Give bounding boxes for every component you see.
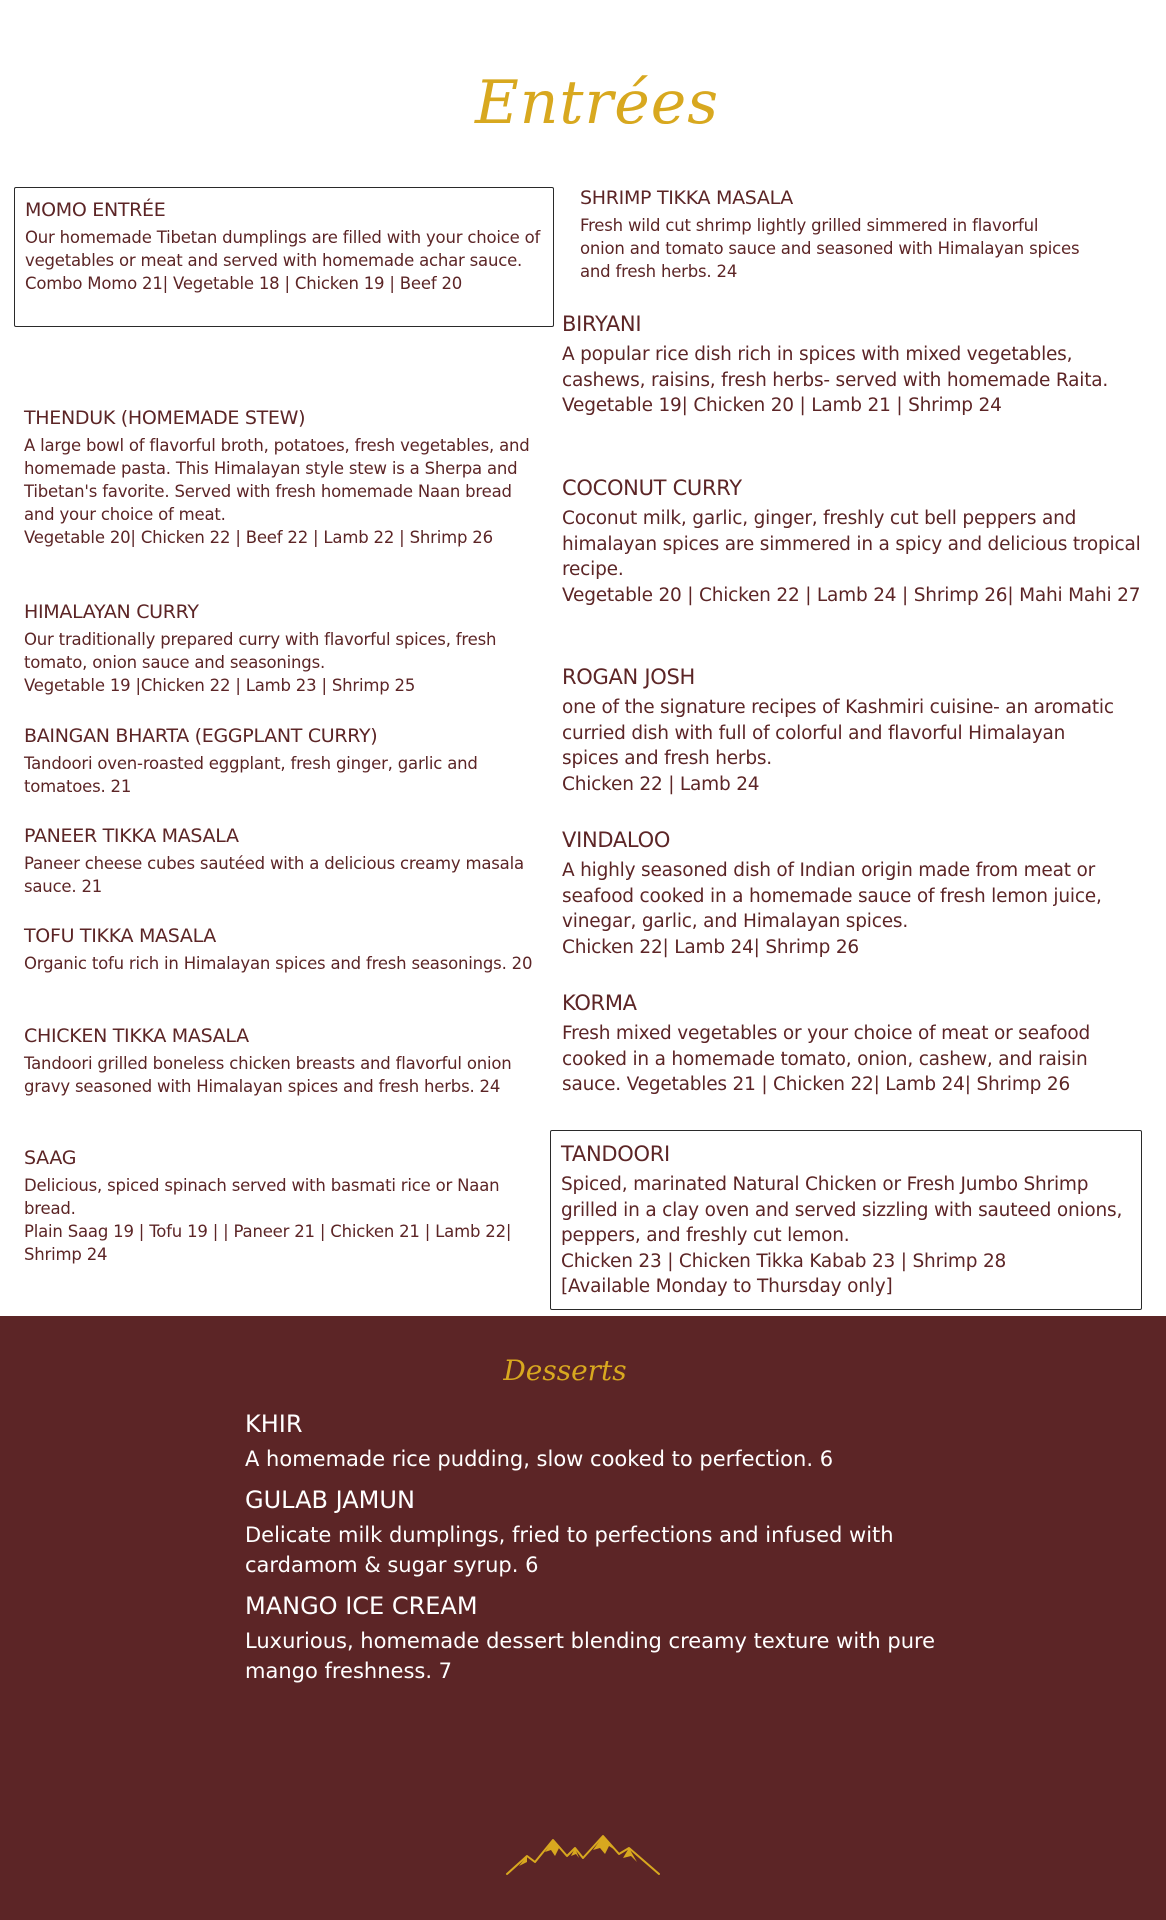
item-name: HIMALAYAN CURRY — [24, 601, 199, 623]
menu-item-paneer-tikka-masala — [24, 824, 524, 898]
item-desc: Delicious, spiced spinach served with basmati rice or Naan bread. — [24, 1176, 500, 1218]
dessert-desc: A homemade rice pudding, slow cooked to perfection. 6 — [245, 1447, 834, 1471]
menu-item-saag — [24, 1146, 544, 1266]
item-name: TOFU TIKKA MASALA — [24, 925, 216, 947]
item-price: Vegetable 19| Chicken 20 | Lamb 21 | Shrimp 24 — [562, 395, 1002, 416]
menu-item-biryani — [562, 310, 1132, 419]
item-name: VINDALOO — [562, 828, 671, 852]
menu-item-baingan-bharta — [24, 724, 494, 798]
item-name: CHICKEN TIKKA MASALA — [24, 1025, 249, 1047]
dessert-item-khir — [245, 1410, 1005, 1474]
item-price: Vegetable 20 | Chicken 22 | Lamb 24 | Shrimp 26| Mahi Mahi 27 — [562, 584, 1141, 606]
item-price: Plain Saag 19 | Tofu 19 | | Paneer 21 | Chicken 21 | Lamb 22| Shrimp 24 — [24, 1222, 512, 1264]
item-name: KORMA — [562, 991, 637, 1015]
item-desc: Spiced, marinated Natural Chicken or Fresh Jumbo Shrimp grilled in a clay oven and served sizzling with sauteed onions, peppers, and freshly cut lemon. — [561, 1174, 1123, 1246]
item-name: SHRIMP TIKKA MASALA — [580, 187, 793, 209]
dessert-desc: Delicate milk dumplings, fried to perfections and infused with cardamom & sugar syrup. 6 — [245, 1523, 894, 1577]
item-name: THENDUK (HOMEMADE STEW) — [24, 407, 306, 429]
item-price: Combo Momo 21| Vegetable 18 | Chicken 19 | Beef 20 — [25, 274, 463, 293]
dessert-name: KHIR — [245, 1410, 303, 1438]
menu-item-shrimp-tikka-masala — [580, 186, 1080, 283]
item-name: ROGAN JOSH — [562, 665, 695, 689]
item-desc: Our traditionally prepared curry with flavorful spices, fresh tomato, onion sauce and seasonings. — [24, 630, 497, 672]
dessert-item-gulab-jamun — [245, 1486, 945, 1580]
item-desc: Tandoori oven-roasted eggplant, fresh ginger, garlic and tomatoes. 21 — [24, 754, 478, 796]
item-name: COCONUT CURRY — [562, 476, 742, 500]
item-name: TANDOORI — [561, 1142, 670, 1166]
dessert-name: GULAB JAMUN — [245, 1486, 415, 1514]
item-desc: Our homemade Tibetan dumplings are filled with your choice of vegetables or meat and served with homemade achar sauce. — [25, 228, 541, 270]
menu-item-himalayan-curry — [24, 600, 544, 697]
dessert-name: MANGO ICE CREAM — [245, 1592, 478, 1620]
menu-item-tofu-tikka-masala — [24, 924, 556, 975]
menu-item-thenduk — [24, 406, 544, 549]
item-desc: Tandoori grilled boneless chicken breasts and flavorful onion gravy seasoned with Himalayan spices and fresh herbs. 24 — [24, 1054, 512, 1096]
item-desc: Fresh wild cut shrimp lightly grilled simmered in flavorful onion and tomato sauce and seasoned with Himalayan spices and fresh herbs. 24 — [580, 216, 1080, 281]
item-desc: A large bowl of flavorful broth, potatoes, fresh vegetables, and homemade pasta. This Himalayan style stew is a Sherpa and Tibetan's favorite. Served with fresh homemade Naan bread and your choice of meat. — [24, 436, 530, 524]
item-price: Vegetable 19 |Chicken 22 | Lamb 23 | Shrimp 25 — [24, 676, 416, 695]
mountain-icon — [505, 1830, 661, 1878]
item-desc: one of the signature recipes of Kashmiri cuisine- an aromatic curried dish with full of colorful and flavorful Himalayan spices and fresh herbs. — [562, 697, 1114, 769]
menu-item-tandoori — [550, 1130, 1142, 1310]
item-desc: A popular rice dish rich in spices with mixed vegetables, cashews, raisins, fresh herbs- served with homemade Raita. — [562, 344, 1109, 391]
item-price: Chicken 23 | Chicken Tikka Kabab 23 | Shrimp 28 — [561, 1250, 1007, 1272]
item-note: [Available Monday to Thursday only] — [561, 1276, 893, 1297]
item-price: Chicken 22 | Lamb 24 — [562, 773, 760, 795]
item-price: Chicken 22| Lamb 24| Shrimp 26 — [562, 936, 859, 958]
item-desc: Coconut milk, garlic, ginger, freshly cut bell peppers and himalayan spices are simmered in a spicy and delicious tropical recipe. — [562, 508, 1141, 580]
item-desc: Organic tofu rich in Himalayan spices and fresh seasonings. 20 — [24, 954, 533, 973]
menu-item-vindaloo — [562, 826, 1152, 960]
item-desc: Paneer cheese cubes sautéed with a delicious creamy masala sauce. 21 — [24, 854, 524, 896]
menu-item-coconut-curry — [562, 474, 1142, 608]
dessert-item-mango-ice-cream — [245, 1592, 985, 1686]
item-desc: A highly seasoned dish of Indian origin made from meat or seafood cooked in a homemade sauce of fresh lemon juice, vinegar, garlic, and Himalayan spices. — [562, 860, 1102, 932]
item-name: BAINGAN BHARTA (EGGPLANT CURRY) — [24, 725, 378, 747]
item-price: Vegetable 20| Chicken 22 | Beef 22 | Lamb 22 | Shrimp 26 — [24, 528, 493, 547]
menu-item-korma — [562, 989, 1152, 1098]
dessert-desc: Luxurious, homemade dessert blending creamy texture with pure mango freshness. 7 — [245, 1629, 936, 1683]
menu-item-rogan-josh — [562, 663, 1122, 797]
entrees-title: Entrées — [474, 68, 720, 138]
item-name: MOMO ENTRÉE — [25, 199, 166, 221]
menu-item-chicken-tikka-masala — [24, 1024, 524, 1098]
desserts-title: Desserts — [503, 1354, 627, 1387]
item-name: BIRYANI — [562, 312, 642, 336]
item-name: SAAG — [24, 1147, 77, 1169]
item-desc: Fresh mixed vegetables or your choice of meat or seafood cooked in a homemade tomato, onion, cashew, and raisin sauce. Vegetables 21 | Chicken 22| Lamb 24| Shrimp 26 — [562, 1023, 1091, 1095]
item-name: PANEER TIKKA MASALA — [24, 825, 239, 847]
menu-item-momo-entree — [14, 187, 554, 327]
